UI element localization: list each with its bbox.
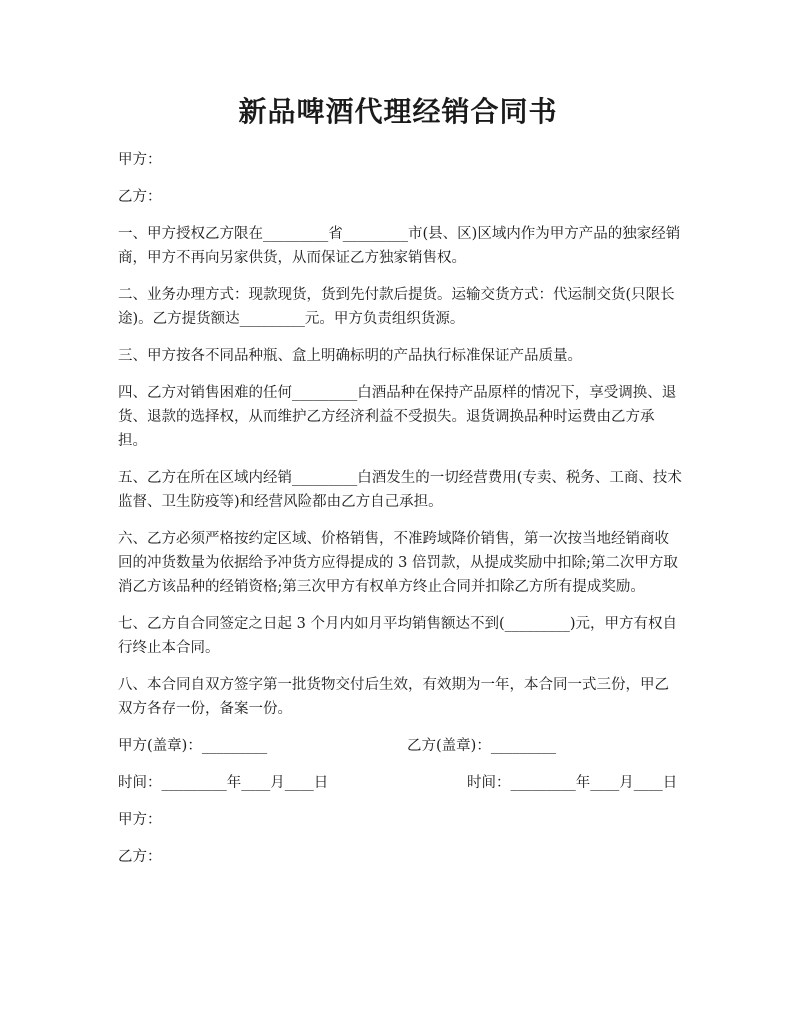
clause-8: 八、本合同自双方签字第一批货物交付后生效，有效期为一年，本合同一式三份，甲乙双方各存一份，备案一份。 [118, 677, 669, 717]
party-a-time: 时间：_________年____月____日 [118, 775, 329, 791]
clause-7: 七、乙方自合同签定之日起 3 个月内如月平均销售额达不到(_________)元，甲方有权自行终止本合同。 [118, 616, 678, 656]
party-a-seal: 甲方(盖章)：_________ [118, 738, 268, 754]
footer-party-b-line: 乙方： [118, 849, 162, 865]
party-b-seal: 乙方(盖章)：_________ [407, 738, 557, 754]
clause-6: 六、乙方必须严格按约定区域、价格销售，不准跨域降价销售，第一次按当地经销商收回的冲货数量为依据给予冲货方应得提成的 3 倍罚款，从提成奖励中扣除;第二次甲方取消乙方该品种的经销资格;第三次甲方有权单方终止合同并扣除乙方所有提成奖励。 [118, 531, 678, 595]
clause-5: 五、乙方在所在区域内经销_________白酒发生的一切经营费用(专卖、税务、工商、技术监督、卫生防疫等)和经营风险都由乙方自己承担。 [118, 470, 682, 510]
clause-2: 二、业务办理方式：现款现货，货到先付款后提货。运输交货方式：代运制交货(只限长途)。乙方提货额达_________元。甲方负责组织货源。 [118, 287, 675, 327]
clause-1: 一、甲方授权乙方限在_________省_________市(县、区)区域内作为甲方产品的独家经销商，甲方不再向另家供货，从而保证乙方独家销售权。 [118, 226, 681, 266]
document-body [118, 148, 683, 882]
clause-4: 四、乙方对销售困难的任何_________白酒品种在保持产品原样的情况下，享受调换、退货、退款的选择权，从而维护乙方经济利益不受损失。退货调换品种时运费由乙方承担。 [118, 385, 677, 449]
party-a-line: 甲方： [118, 152, 162, 168]
party-b-line: 乙方： [118, 189, 162, 205]
footer-party-a-line: 甲方： [118, 812, 162, 828]
time-row [118, 771, 683, 795]
party-b-time: 时间：_________年____月____日 [467, 775, 678, 791]
clause-3: 三、甲方按各不同品种瓶、盒上明确标明的产品执行标准保证产品质量。 [118, 348, 582, 364]
document-title: 新品啤酒代理经销合同书 [238, 95, 558, 128]
seal-row [118, 734, 683, 758]
